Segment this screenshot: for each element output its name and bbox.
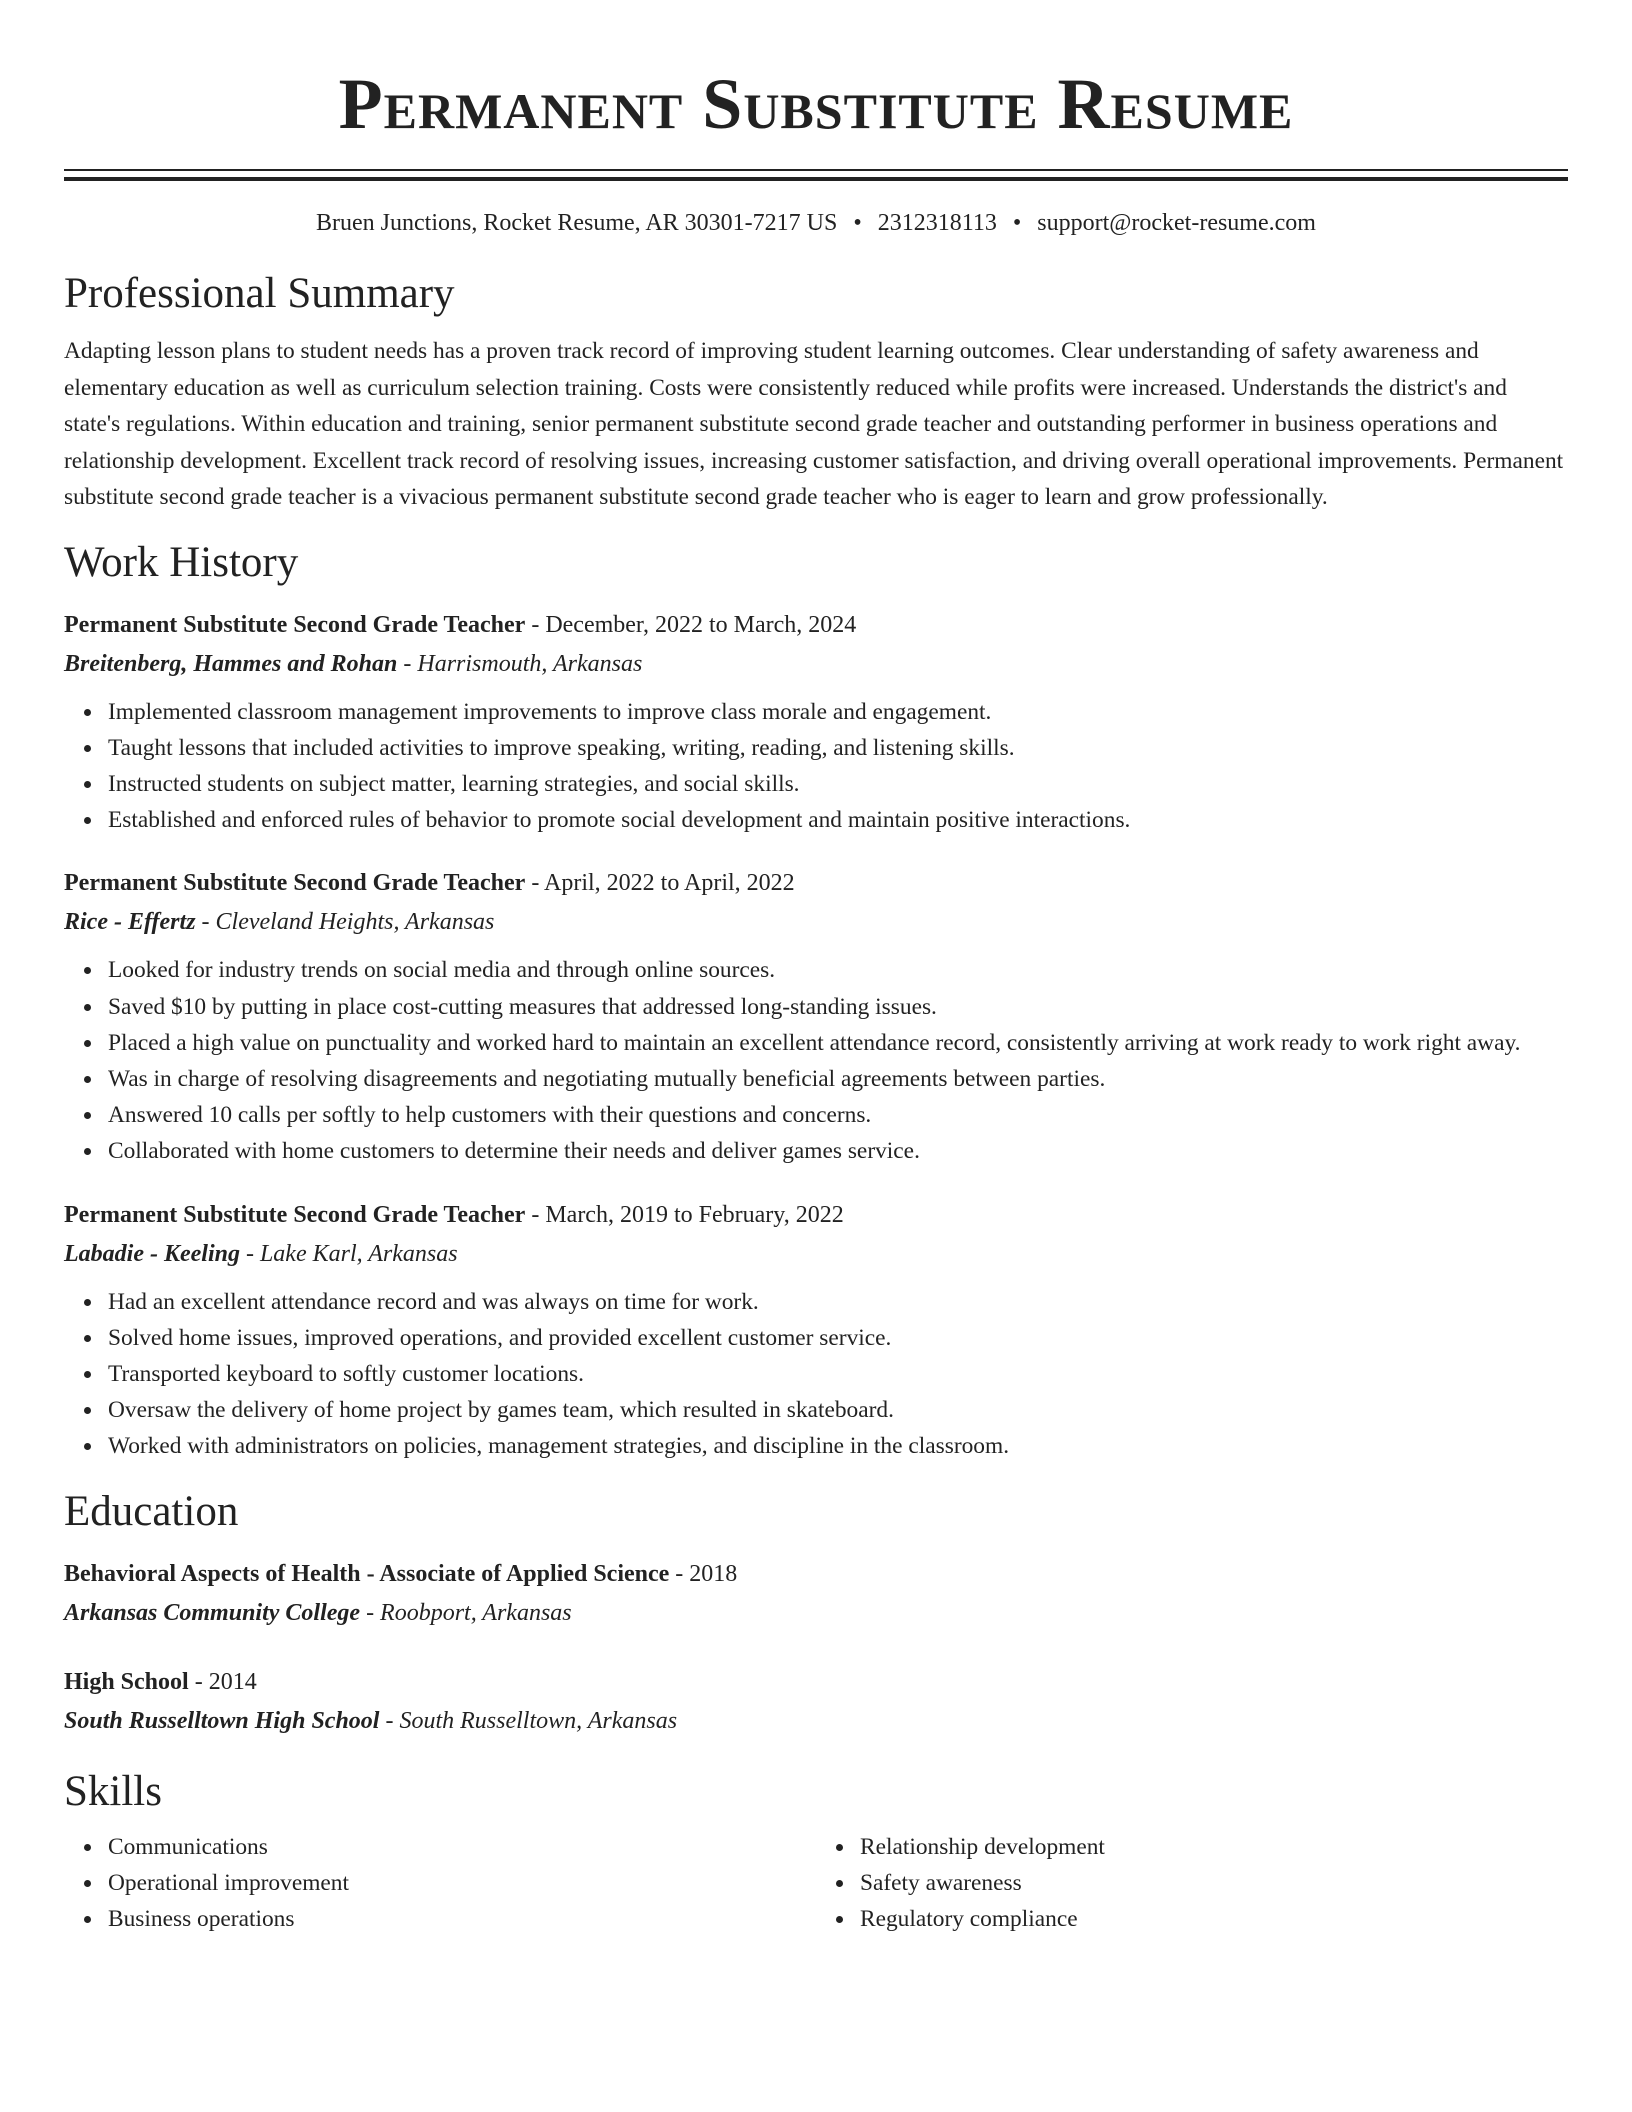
summary-text: Adapting lesson plans to student needs has a proven track record of improving student learning outcomes. Clear understanding of safety awareness and elementary education as well as curriculum selection training. Costs were consistently reduced while profits were increased. Understands the district's and state's regulations. Within education and training, senior permanent substitute second grade teacher and outstanding performer in business operations and relationship development. Excellent track record of resolving issues, increasing customer satisfaction, and driving overall operational improvements. Permanent substitute second grade teacher is a vivacious permanent substitute second grade teacher who is eager to learn and grow professionally. [64,338,1564,510]
work-history-heading: Work History [64,538,299,586]
job-duty: Solved home issues, improved operations, and provided excellent customer service. [108,1320,1568,1356]
job-duty: Instructed students on subject matter, learning strategies, and social skills. [108,766,1568,802]
job-duty: Taught lessons that included activities to improve speaking, writing, reading, and listening skills. [108,730,1568,766]
resume-title: Permanent Substitute Resume [338,64,1294,144]
job-entry [64,606,1568,839]
degree-name: High School [64,1668,189,1695]
employer-name: Rice - Effertz [64,909,196,936]
skill-item: Communications [108,1829,816,1865]
skill-item: Relationship development [860,1829,1568,1865]
employer-name: Breitenberg, Hammes and Rohan [64,650,398,677]
job-title: Permanent Substitute Second Grade Teacher [64,611,526,638]
employer-location: - Cleveland Heights, Arkansas [195,909,495,936]
title-double-rule [64,169,1568,171]
education-heading: Education [64,1487,239,1535]
education-entry [64,1663,1568,1741]
employer-location: - Harrismouth, Arkansas [397,650,643,677]
job-duty: Answered 10 calls per softly to help customers with their questions and concerns. [108,1097,1568,1133]
job-duties-list [64,1284,1568,1465]
degree-year: - 2018 [669,1560,738,1587]
education-entry [64,1555,1568,1633]
school-location: - Roobport, Arkansas [360,1599,572,1626]
degree-line [64,1555,1568,1593]
job-title-line [64,1196,1568,1234]
skill-item: Regulatory compliance [860,1901,1568,1937]
school-line [64,1701,1568,1741]
employer-location: - Lake Karl, Arkansas [239,1240,458,1267]
job-duty: Implemented classroom management improvements to improve class morale and engagement. [108,694,1568,730]
skills-list-left [64,1829,816,1938]
job-duty: Saved $10 by putting in place cost-cutting measures that addressed long-standing issues. [108,989,1568,1025]
contact-email: support@rocket-resume.com [1037,210,1316,236]
contact-separator: • [853,210,862,236]
job-dates: - March, 2019 to February, 2022 [525,1201,844,1228]
contact-phone: 2312318113 [877,210,997,236]
skill-item: Business operations [108,1901,816,1937]
contact-line [64,207,1568,239]
job-duty: Had an excellent attendance record and was always on time for work. [108,1284,1568,1320]
contact-separator: • [1012,210,1022,236]
job-dates: - December, 2022 to March, 2024 [525,611,857,638]
job-title: Permanent Substitute Second Grade Teacher [64,870,526,897]
job-title-line [64,606,1568,644]
school-line [64,1593,1568,1633]
job-title: Permanent Substitute Second Grade Teacher [64,1201,526,1228]
job-entry [64,864,1568,1169]
degree-name: Behavioral Aspects of Health - Associate of Applied Science [64,1560,670,1587]
employer-line [64,902,1568,942]
school-name: Arkansas Community College [64,1599,361,1626]
resume-page [64,0,1568,1937]
employer-line [64,644,1568,684]
skill-item: Safety awareness [860,1865,1568,1901]
school-location: - South Russelltown, Arkansas [379,1707,678,1734]
job-title-line [64,864,1568,902]
job-duty: Established and enforced rules of behavior to promote social development and maintain positive interactions. [108,802,1568,838]
job-duty: Transported keyboard to softly customer locations. [108,1356,1568,1392]
school-name: South Russelltown High School [64,1707,380,1734]
job-dates: - April, 2022 to April, 2022 [525,870,795,897]
degree-line [64,1663,1568,1701]
job-duty: Placed a high value on punctuality and worked hard to maintain an excellent attendance record, consistently arriving at work ready to work right away. [108,1025,1568,1061]
summary-heading: Professional Summary [64,270,455,317]
skills-list-right [816,1829,1568,1938]
job-duties-list [64,952,1568,1169]
skills-columns [64,1829,1568,1938]
job-duty: Collaborated with home customers to determine their needs and deliver games service. [108,1133,1568,1169]
employer-name: Labadie - Keeling [64,1240,240,1267]
degree-year: - 2014 [188,1668,257,1695]
contact-address: Bruen Junctions, Rocket Resume, AR 30301-7217 US [316,210,838,236]
job-duty: Worked with administrators on policies, management strategies, and discipline in the classroom. [108,1428,1568,1464]
skill-item: Operational improvement [108,1865,816,1901]
job-duty: Looked for industry trends on social media and through online sources. [108,952,1568,988]
job-entry [64,1196,1568,1465]
job-duties-list [64,694,1568,839]
job-duty: Oversaw the delivery of home project by games team, which resulted in skateboard. [108,1392,1568,1428]
employer-line [64,1234,1568,1274]
job-duty: Was in charge of resolving disagreements and negotiating mutually beneficial agreements between parties. [108,1061,1568,1097]
skills-heading: Skills [64,1767,162,1815]
